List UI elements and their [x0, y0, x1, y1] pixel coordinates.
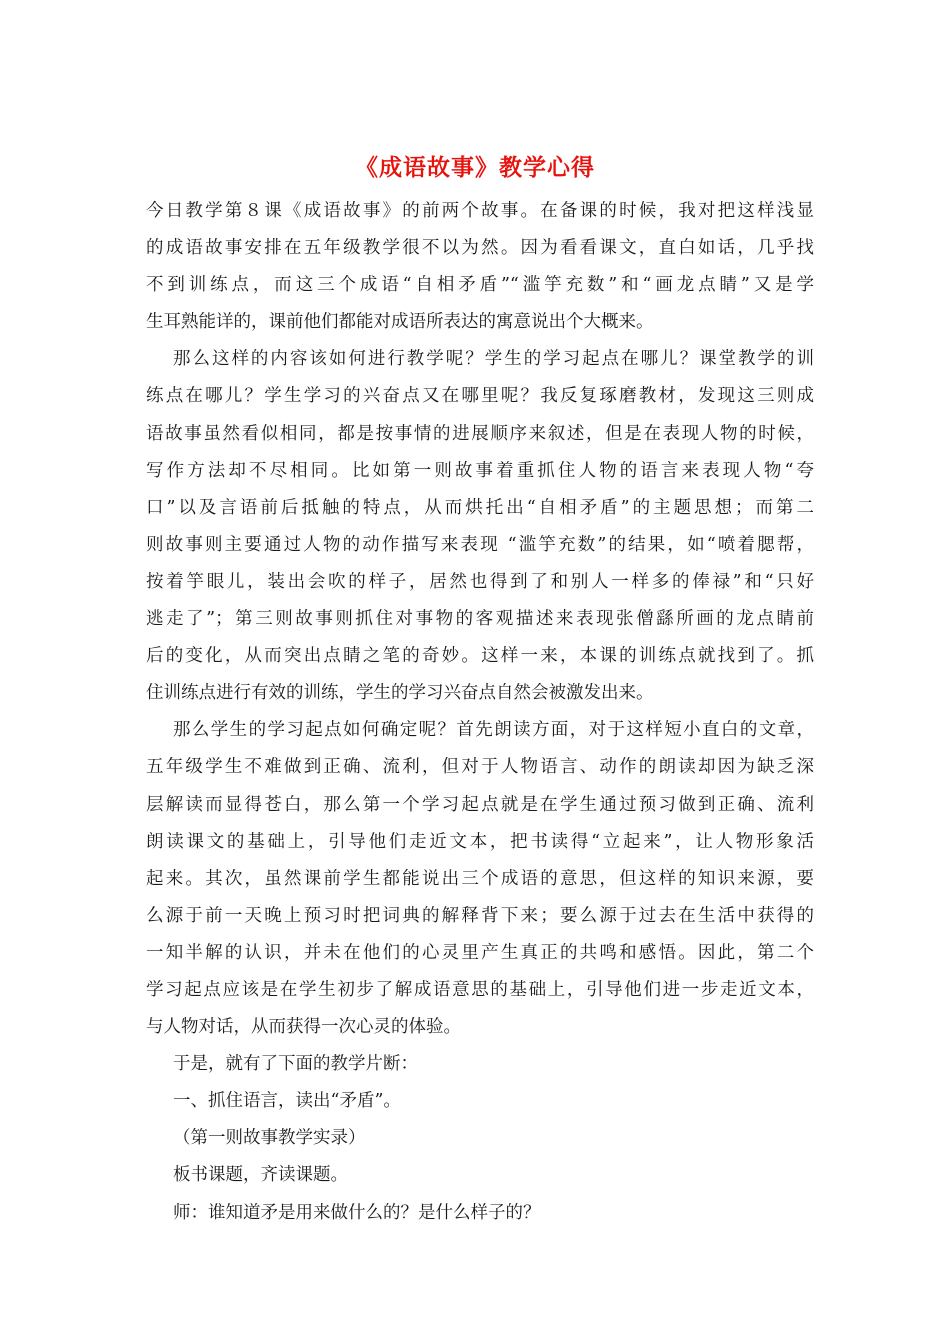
text-line: 写作方法却不尽相同。比如第一则故事着重抓住人物的语言来表现人物“夸	[146, 460, 814, 481]
text-line: 住训练点进行有效的训练，学生的学习兴奋点自然会被激发出来。	[146, 683, 654, 704]
text-line: 五年级学生不难做到正确、流利，但对于人物语言、动作的朗读却因为缺乏深	[146, 757, 814, 778]
text-line: 练点在哪儿？学生学习的兴奋点又在哪里呢？我反复琢磨教材，发现这三则成	[146, 386, 814, 407]
text-line: 板书课题，齐读课题。	[173, 1165, 348, 1186]
text-line: （第一则故事教学实录）	[173, 1128, 366, 1149]
text-line: 逃走了”；第三则故事则抓住对事物的客观描述来表现张僧繇所画的龙点睛前	[146, 609, 814, 630]
text-line: 一知半解的认识，并未在他们的心灵里产生真正的共鸣和感悟。因此，第二个	[146, 942, 814, 963]
text-line: 那么这样的内容该如何进行教学呢？学生的学习起点在哪儿？课堂教学的训	[173, 349, 814, 370]
text-line: 层解读而显得苍白，那么第一个学习起点就是在学生通过预习做到正确、流利	[146, 794, 814, 815]
text-line: 不到训练点，而这三个成语“自相矛盾”“滥竽充数”和“画龙点睛”又是学	[146, 275, 814, 296]
text-line: 师：谁知道矛是用来做什么的？是什么样子的？	[173, 1202, 541, 1223]
text-line: 后的变化，从而突出点睛之笔的奇妙。这样一来，本课的训练点就找到了。抓	[146, 646, 814, 667]
text-line: 起来。其次，虽然课前学生都能说出三个成语的意思，但这样的知识来源，要	[146, 868, 814, 889]
text-line: 朗读课文的基础上，引导他们走近文本，把书读得“立起来”，让人物形象活	[146, 831, 814, 852]
text-line: 语故事虽然看似相同，都是按事情的进展顺序来叙述，但是在表现人物的时候，	[146, 423, 814, 444]
document-title: 《成语故事》教学心得	[355, 154, 595, 181]
document-body	[146, 193, 814, 1232]
text-line: 学习起点应该是在学生初步了解成语意思的基础上，引导他们进一步走近文本，	[146, 979, 814, 1000]
text-line: 的成语故事安排在五年级教学很不以为然。因为看看课文，直白如话，几乎找	[146, 238, 814, 259]
text-line: 与人物对话，从而获得一次心灵的体验。	[146, 1017, 461, 1038]
text-line: 一、抓住语言，读出“矛盾”。	[173, 1091, 401, 1112]
text-line: 生耳熟能详的，课前他们都能对成语所表达的寓意说出个大概来。	[146, 312, 654, 333]
text-line: 么源于前一天晚上预习时把词典的解释背下来；要么源于过去在生活中获得的	[146, 905, 814, 926]
text-line: 则故事则主要通过人物的动作描写来表现 “滥竽充数”的结果，如“喷着腮帮，	[146, 534, 814, 555]
text-line: 于是，就有了下面的教学片断：	[173, 1054, 418, 1075]
text-line: 按着竽眼儿，装出会吹的样子，居然也得到了和别人一样多的俸禄”和“只好	[146, 571, 814, 592]
text-line: 口”以及言语前后抵触的特点，从而烘托出“自相矛盾”的主题思想；而第二	[146, 497, 814, 518]
text-line: 那么学生的学习起点如何确定呢？首先朗读方面，对于这样短小直白的文章，	[173, 720, 814, 741]
text-line: 今日教学第８课《成语故事》的前两个故事。在备课的时候，我对把这样浅显	[146, 201, 814, 221]
